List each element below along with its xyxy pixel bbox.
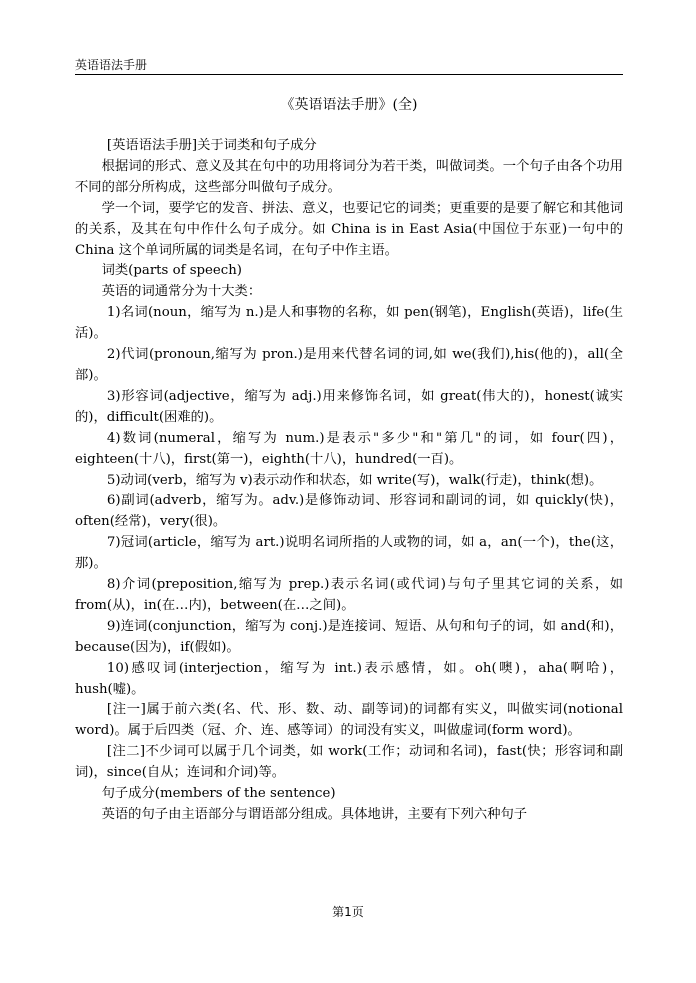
section-heading: [英语语法手册]关于词类和句子成分	[106, 138, 317, 153]
document-body	[75, 136, 623, 826]
parts-of-speech-heading: 词类(parts of speech)	[101, 263, 242, 279]
running-header: 英语语法手册	[75, 57, 623, 75]
paragraph: 根据词的形式、意义及其在句中的功用将词分为若干类，叫做词类。一个句子由各个功用不同的部分所构成，这些部分叫做句子成分。	[75, 158, 623, 195]
document-title: 《英语语法手册》(全)	[280, 97, 418, 113]
part-of-speech-item: 3)形容词(adjective，缩写为 adj.)用来修饰名词，如 great(伟大的)，honest(诚实的)，difficult(困难的)。	[75, 388, 623, 425]
parts-of-speech-intro: 英语的词通常分为十大类：	[101, 284, 262, 300]
members-heading: 句子成分(members of the sentence)	[101, 786, 336, 802]
part-of-speech-item: 4)数词(numeral，缩写为 num.)是表示"多少"和"第几"的词，如 four(四)，eighteen(十八)，first(第一)，eighth(十八)，hundred(一百)。	[75, 430, 623, 467]
part-of-speech-item: 2)代词(pronoun,缩写为 pron.)是用来代替名词的词,如 we(我们),his(他的)，all(全部)。	[75, 347, 623, 383]
part-of-speech-item: 5)动词(verb，缩写为 v)表示动作和状态，如 write(写)，walk(行走)，think(想)。	[106, 472, 603, 488]
part-of-speech-item: 7)冠词(article，缩写为 art.)说明名词所指的人或物的词，如 a，an(一个)，the(这，那)。	[75, 535, 623, 572]
note: [注二]不少词可以属于几个词类，如 work(工作；动词和名词)，fast(快；形容词和副词)，since(自从；连词和介词)等。	[75, 744, 623, 781]
part-of-speech-item: 10)感叹词(interjection，缩写为 int.)表示感情，如。oh(噢)，aha(啊哈)，hush(嘘)。	[75, 660, 623, 697]
part-of-speech-item: 9)连词(conjunction，缩写为 conj.)是连接词、短语、从句和句子的词，如 and(和)，because(因为)，if(假如)。	[75, 618, 623, 655]
paragraph: 学一个词，要学它的发音、拼法、意义，也要记它的词类；更重要的是要了解它和其他词的关系，及其在句中作什么句子成分。如 China is in East Asia(中国位于东亚)一句中的 China 这个单词所属的词类是名词，在句子中作主语。	[75, 200, 623, 258]
note: [注一]属于前六类(名、代、形、数、动、副等词)的词都有实义，叫做实词(notional word)。属于后四类（冠、介、连、感等词）的词没有实义，叫做虚词(form word)。	[75, 702, 623, 739]
page-number: 第1页	[332, 905, 364, 919]
part-of-speech-item: 1)名词(noun，缩写为 n.)是人和事物的名称，如 pen(钢笔)，English(英语)，life(生活)。	[75, 305, 623, 342]
part-of-speech-item: 6)副词(adverb，缩写为。adv.)是修饰动词、形容词和副词的词，如 quickly(快)，often(经常)，very(很)。	[75, 493, 623, 530]
members-intro: 英语的句子由主语部分与谓语部分组成。具体地讲，主要有下列六种句子	[101, 807, 528, 822]
part-of-speech-item: 8)介词(preposition,缩写为 prep.)表示名词(或代词)与句子里其它词的关系，如 from(从)，in(在…内)，between(在…之间)。	[75, 577, 623, 613]
